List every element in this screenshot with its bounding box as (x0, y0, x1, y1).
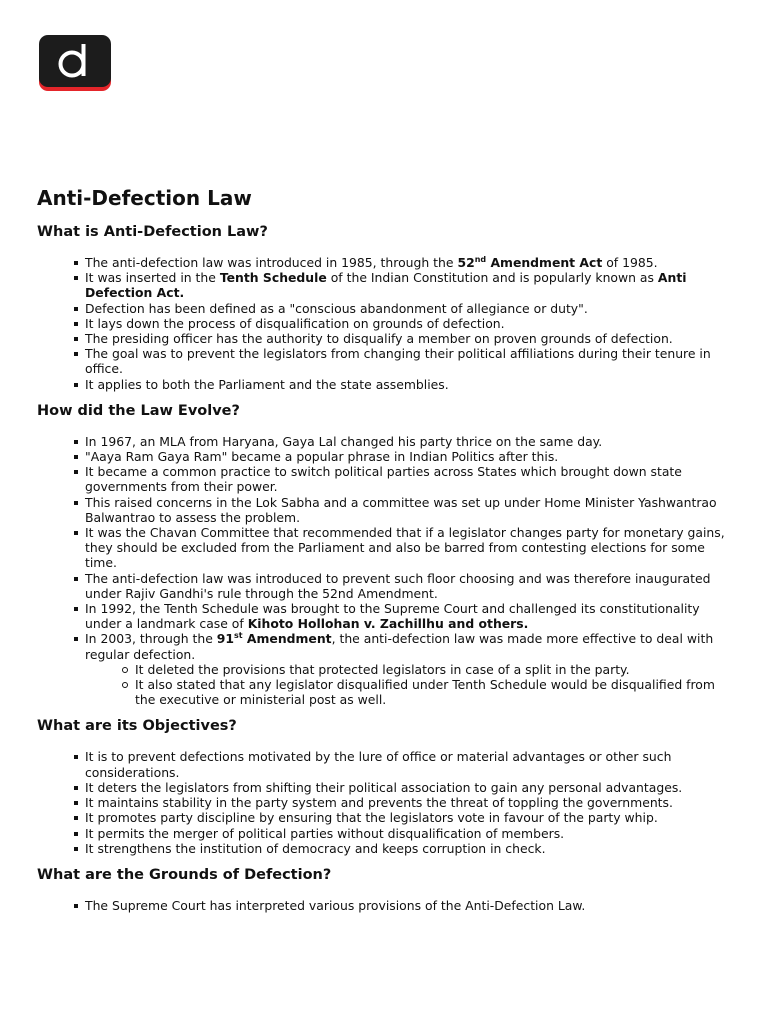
list-item: It is to prevent defections motivated by the lure of office or material advantages or other such considerations. (37, 749, 727, 779)
list-item: In 2003, through the 91st Amendment, the anti-defection law was made more effective to deal with regular defection. It deleted the provisions that protected legislators in case of a split in the party. It also stated that any legislator disqualified under Tenth Schedule would be disqualified from the executive or ministerial post as well. (37, 631, 727, 707)
list-item: It became a common practice to switch political parties across States which brought down state governments from their power. (37, 464, 727, 494)
list-item: It was inserted in the Tenth Schedule of the Indian Constitution and is popularly known as Anti Defection Act. (37, 270, 727, 300)
list-item: It lays down the process of disqualification on grounds of defection. (37, 316, 727, 331)
section-heading: What are the Grounds of Defection? (37, 866, 332, 883)
bullet-list (37, 898, 727, 913)
list-item: The anti-defection law was introduced to prevent such floor choosing and was therefore inaugurated under Rajiv Gandhi's rule through the 52nd Amendment. (37, 571, 727, 601)
document-content (37, 185, 727, 921)
sub-bullet-list (85, 662, 727, 708)
list-item: It permits the merger of political parties without disqualification of members. (37, 826, 727, 841)
logo-graphic (39, 35, 111, 91)
section-heading: What are its Objectives? (37, 718, 237, 735)
list-item: It deters the legislators from shifting their political association to gain any personal advantages. (37, 780, 727, 795)
bullet-list (37, 434, 727, 708)
logo-letter-stem (82, 44, 86, 76)
list-item: The goal was to prevent the legislators from changing their political affiliations during their tenure in office. (37, 346, 727, 376)
page-title: Anti-Defection Law (37, 186, 252, 210)
list-item: It was the Chavan Committee that recommended that if a legislator changes party for monetary gains, they should be excluded from the Parliament and also be barred from contesting elections for some time. (37, 525, 727, 571)
list-item: The presiding officer has the authority to disqualify a member on proven grounds of defection. (37, 331, 727, 346)
logo-background (39, 35, 111, 87)
list-item: In 1967, an MLA from Haryana, Gaya Lal changed his party thrice on the same day. (37, 434, 727, 449)
list-item: This raised concerns in the Lok Sabha and a committee was set up under Home Minister Yashwantrao Balwantrao to assess the problem. (37, 495, 727, 525)
list-item: Defection has been defined as a "conscious abandonment of allegiance or duty". (37, 301, 727, 316)
bullet-list (37, 255, 727, 392)
list-item: In 1992, the Tenth Schedule was brought to the Supreme Court and challenged its constitutionality under a landmark case of Kihoto Hollohan v. Zachillhu and others. (37, 601, 727, 631)
list-item: The Supreme Court has interpreted various provisions of the Anti-Defection Law. (37, 898, 727, 913)
bullet-list (37, 749, 727, 855)
section-heading: How did the Law Evolve? (37, 402, 240, 419)
list-item: It promotes party discipline by ensuring that the legislators vote in favour of the party whip. (37, 810, 727, 825)
drishti-logo-icon (39, 35, 111, 91)
section-heading: What is Anti-Defection Law? (37, 224, 268, 240)
sub-list-item: It also stated that any legislator disqualified under Tenth Schedule would be disqualified from the executive or ministerial post as well. (85, 677, 727, 707)
sub-list-item: It deleted the provisions that protected legislators in case of a split in the party. (85, 662, 727, 677)
list-item: It applies to both the Parliament and the state assemblies. (37, 377, 727, 392)
list-item: It strengthens the institution of democracy and keeps corruption in check. (37, 841, 727, 856)
list-item: It maintains stability in the party system and prevents the threat of toppling the governments. (37, 795, 727, 810)
list-item: "Aaya Ram Gaya Ram" became a popular phrase in Indian Politics after this. (37, 449, 727, 464)
list-item: The anti-defection law was introduced in 1985, through the 52nd Amendment Act of 1985. (37, 255, 727, 270)
